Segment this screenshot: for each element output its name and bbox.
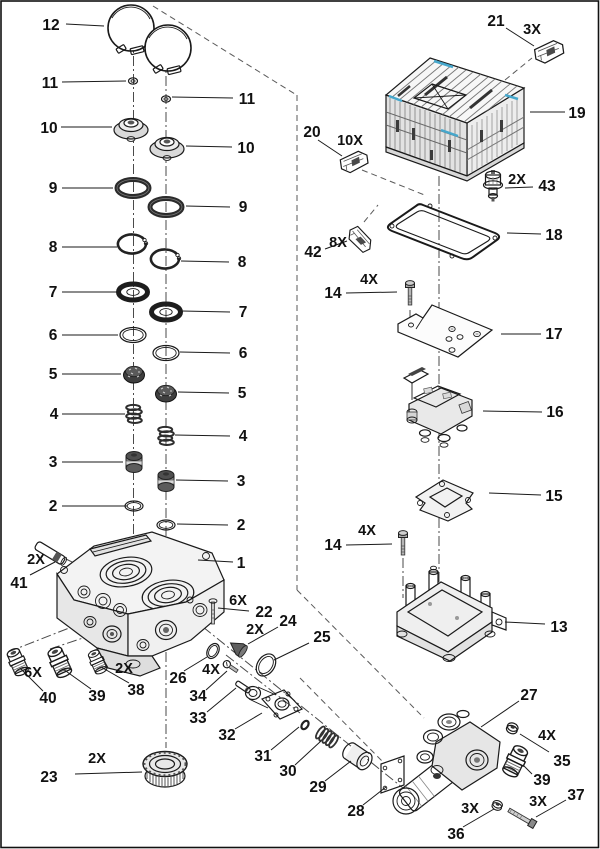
callout-1: 1: [236, 555, 246, 572]
callout-31: 31: [254, 748, 272, 765]
callout-17: 17: [545, 326, 563, 343]
callout-28: 28: [347, 803, 365, 820]
callout-4-left: 4: [49, 406, 59, 423]
part-19-ecu-cover: [386, 58, 524, 181]
callout-qty-42: 8X: [329, 235, 347, 251]
callout-qty-21: 3X: [523, 22, 541, 38]
callout-21: 21: [487, 13, 505, 30]
part-13-lower-housing: [397, 566, 506, 661]
part-10-grommet-left: [114, 119, 148, 142]
callout-34: 34: [189, 688, 207, 705]
part-16-solenoid-block: [404, 367, 472, 447]
callout-27: 27: [520, 687, 538, 704]
callout-3-right: 3: [236, 473, 246, 490]
part-14-screw-upper: [406, 281, 415, 305]
part-29-piston: [340, 740, 375, 773]
callout-qty-14-lower: 4X: [358, 523, 376, 539]
part-5-valve-disc-right: [156, 385, 177, 402]
callout-19: 19: [568, 105, 586, 122]
callout-qty-38: 2X: [115, 661, 133, 677]
callout-10-left: 10: [40, 120, 58, 137]
part-39-fitting-left: [45, 645, 74, 680]
callout-13: 13: [550, 619, 568, 636]
part-8-snap-ring-left: [118, 234, 148, 253]
callout-2-right: 2: [236, 517, 246, 534]
callout-14-lower: 14: [324, 537, 342, 554]
callout-30: 30: [279, 763, 297, 780]
callout-14-upper: 14: [324, 285, 342, 302]
callout-29: 29: [309, 779, 327, 796]
callout-40: 40: [39, 690, 57, 707]
callout-24: 24: [279, 613, 297, 630]
callout-11-left: 11: [41, 75, 59, 92]
callout-39-left: 39: [88, 688, 106, 705]
callout-qty-34: 4X: [202, 662, 220, 678]
part-10-grommet-right: [150, 138, 184, 161]
part-12-cover-caps: [108, 5, 191, 75]
callout-qty-23: 2X: [88, 751, 106, 767]
part-31-ring: [300, 720, 310, 731]
callout-qty-22: 6X: [229, 593, 247, 609]
part-28-plate: [381, 756, 404, 793]
callout-42: 42: [304, 244, 322, 261]
callout-23: 23: [40, 769, 58, 786]
part-20-clip: [339, 150, 369, 174]
callout-qty-35: 4X: [538, 728, 556, 744]
callout-4-right: 4: [238, 428, 248, 445]
part-30-spring: [314, 725, 339, 748]
part-42-clip: [346, 224, 374, 255]
part-17-plate: [398, 305, 492, 357]
callout-2-left: 2: [48, 498, 58, 515]
part-5-valve-disc-left: [124, 366, 145, 383]
part-26-oring: [204, 641, 222, 660]
callout-41: 41: [10, 575, 28, 592]
callout-37: 37: [567, 787, 585, 804]
callout-11-right: 11: [238, 91, 256, 108]
callout-qty-20: 10X: [337, 133, 363, 149]
part-18-gasket: [388, 204, 499, 259]
callout-7-left: 7: [48, 284, 58, 301]
part-33-pin: [235, 680, 251, 693]
callout-32: 32: [218, 727, 236, 744]
callout-38: 38: [127, 682, 145, 699]
callout-5-right: 5: [237, 385, 247, 402]
part-43-solenoid: [484, 170, 503, 202]
part-34-screw: [222, 659, 239, 674]
callout-9-left: 9: [48, 180, 58, 197]
callout-7-right: 7: [238, 304, 248, 321]
part-25-oring: [252, 650, 280, 679]
callout-8-right: 8: [237, 254, 247, 271]
part-32-flanged-bushing: [246, 687, 303, 720]
callout-25: 25: [313, 629, 331, 646]
part-15-bracket: [416, 480, 473, 521]
part-1-valve-body: [57, 532, 224, 676]
callout-qty-37: 3X: [529, 794, 547, 810]
callout-12: 12: [42, 17, 60, 34]
part-21-clip: [534, 39, 565, 64]
callout-6-right: 6: [238, 345, 248, 362]
callout-10-right: 10: [237, 140, 255, 157]
callout-15: 15: [545, 488, 563, 505]
callout-18: 18: [545, 227, 563, 244]
callout-43: 43: [538, 178, 556, 195]
callout-qty-41: 2X: [27, 552, 45, 568]
part-39-fitting-right: [500, 743, 530, 779]
callout-qty-24: 2X: [246, 622, 264, 638]
callout-8-left: 8: [48, 239, 58, 256]
callout-3-left: 3: [48, 454, 58, 471]
part-24-poppet: [227, 637, 249, 658]
callout-16: 16: [546, 404, 564, 421]
part-27-manifold: [393, 711, 500, 815]
part-2-oring-right: [157, 520, 175, 530]
callout-22: 22: [255, 604, 273, 621]
callout-qty-40: 6X: [24, 665, 42, 681]
callout-36: 36: [447, 826, 465, 843]
callout-qty-14-upper: 4X: [360, 272, 378, 288]
callout-6-left: 6: [48, 327, 58, 344]
callout-20: 20: [303, 124, 321, 141]
part-35-nut: [505, 721, 519, 735]
callout-qty-43: 2X: [508, 172, 526, 188]
callout-26: 26: [169, 670, 187, 687]
callout-9-right: 9: [238, 199, 248, 216]
callout-35: 35: [553, 753, 571, 770]
callout-39-right: 39: [533, 772, 551, 789]
callout-qty-36: 3X: [461, 801, 479, 817]
callout-33: 33: [189, 710, 207, 727]
part-3-plug-right: [158, 471, 174, 492]
part-14-screw-lower: [399, 531, 408, 555]
part-3-plug-left: [126, 452, 142, 473]
callout-5-left: 5: [48, 366, 58, 383]
part-23-knurled-cap: [143, 752, 187, 788]
